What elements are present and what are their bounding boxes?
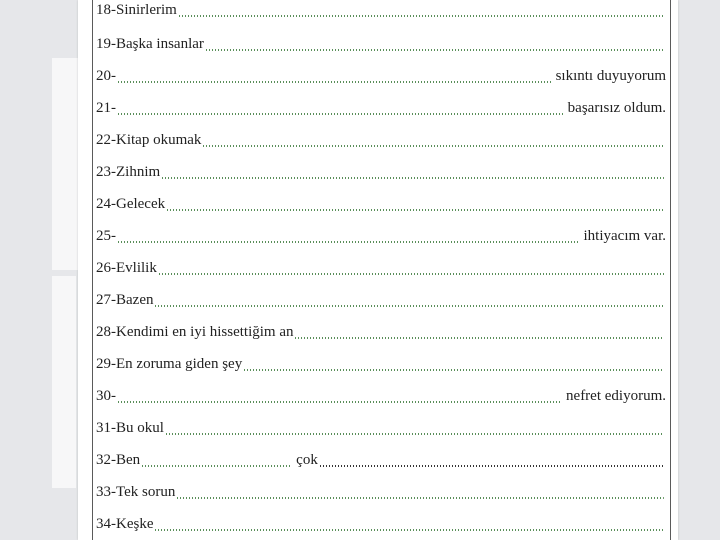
answer-blank[interactable] — [159, 264, 664, 275]
item-suffix: başarısız oldum. — [567, 100, 666, 116]
list-item — [96, 316, 666, 340]
answer-blank[interactable] — [118, 392, 562, 403]
answer-blank[interactable] — [295, 328, 664, 339]
item-prompt: 30- — [96, 388, 116, 404]
list-item — [96, 252, 666, 276]
item-prompt: 24-Gelecek — [96, 196, 166, 212]
item-prompt: 26-Evlilik — [96, 260, 157, 276]
item-prompt: 25- — [96, 228, 116, 244]
list-item — [96, 380, 666, 404]
list-item — [96, 476, 666, 500]
answer-blank[interactable] — [162, 168, 664, 179]
answer-blank[interactable] — [206, 40, 664, 51]
list-item — [96, 92, 666, 116]
item-prompt: 28-Kendimi en iyi hissettiğim an — [96, 324, 294, 340]
background-panel-left-lower — [52, 276, 76, 488]
list-item — [96, 284, 666, 308]
item-prompt: 32-Ben — [96, 452, 141, 468]
answer-blank[interactable] — [203, 136, 664, 147]
background-panel-left — [52, 58, 80, 270]
list-item — [96, 60, 666, 84]
sentence-completion-list — [96, 0, 666, 540]
item-prompt: 27-Bazen — [96, 292, 154, 308]
page-left-rule — [92, 0, 93, 540]
item-prompt: 19-Başka insanlar — [96, 36, 204, 52]
item-suffix: nefret ediyorum. — [566, 388, 666, 404]
answer-blank[interactable] — [177, 488, 664, 499]
answer-blank[interactable] — [118, 232, 580, 243]
list-item — [96, 220, 666, 244]
answer-blank[interactable] — [167, 200, 664, 211]
page-right-rule — [670, 0, 671, 540]
answer-blank[interactable] — [244, 360, 664, 371]
list-item — [96, 156, 666, 180]
answer-blank[interactable] — [118, 72, 552, 83]
list-item — [96, 188, 666, 212]
answer-blank[interactable] — [155, 520, 664, 531]
item-prompt: 20- — [96, 68, 116, 84]
item-prompt: 31-Bu okul — [96, 420, 164, 436]
item-prompt: 18-Sinirlerim — [96, 2, 177, 18]
list-item — [96, 508, 666, 532]
answer-blank[interactable] — [118, 104, 564, 115]
item-suffix: ihtiyacım var. — [583, 228, 666, 244]
answer-blank[interactable] — [166, 424, 664, 435]
item-prompt: 23-Zihnim — [96, 164, 161, 180]
list-item — [96, 444, 666, 468]
item-suffix: sıkıntı duyuyorum — [555, 68, 666, 84]
list-item — [96, 28, 666, 52]
answer-blank[interactable] — [142, 456, 292, 467]
answer-blank[interactable] — [155, 296, 664, 307]
item-prompt: 34-Keşke — [96, 516, 154, 532]
item-suffix: çok — [296, 452, 318, 468]
item-prompt: 21- — [96, 100, 116, 116]
answer-blank[interactable] — [179, 6, 664, 17]
list-item — [96, 0, 666, 18]
list-item — [96, 124, 666, 148]
item-prompt: 33-Tek sorun — [96, 484, 176, 500]
list-item — [96, 348, 666, 372]
item-prompt: 29-En zoruma giden şey — [96, 356, 243, 372]
answer-blank-continued[interactable] — [320, 456, 664, 467]
item-prompt: 22-Kitap okumak — [96, 132, 202, 148]
list-item — [96, 412, 666, 436]
